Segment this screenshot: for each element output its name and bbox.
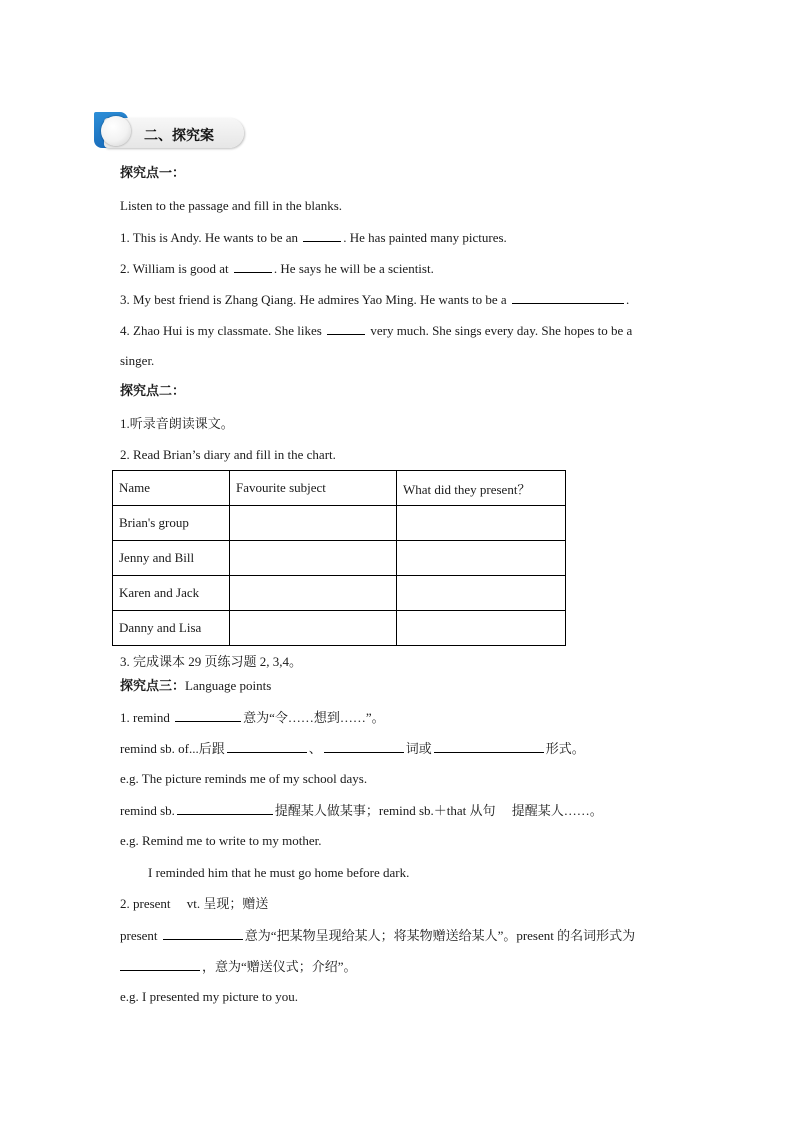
answer-blank[interactable]	[120, 958, 200, 971]
answer-blank[interactable]	[434, 740, 544, 753]
table-row	[113, 576, 566, 611]
section-header-badge	[94, 112, 246, 152]
exercise-item-4-continuation: singer.	[120, 353, 155, 368]
remind-example-2: e.g. Remind me to write to my mother.	[120, 833, 322, 848]
section-title: 二、探究案	[144, 128, 214, 144]
item-text: 4. Zhao Hui is my classmate. She likes	[120, 323, 326, 338]
line-text: ，意为“赠送仪式；介绍”。	[202, 959, 357, 974]
remind-definition-line	[120, 709, 385, 726]
badge-circle-icon	[101, 116, 131, 146]
answer-blank[interactable]	[324, 740, 404, 753]
table-cell-present[interactable]	[397, 576, 566, 611]
table-row	[113, 506, 566, 541]
answer-blank[interactable]	[234, 260, 272, 273]
table-cell-name: Jenny and Bill	[113, 541, 230, 576]
remind-sb-line	[120, 802, 603, 819]
answer-blank[interactable]	[327, 322, 365, 335]
answer-blank[interactable]	[175, 709, 241, 722]
line-text: remind sb.	[120, 803, 175, 818]
answer-blank[interactable]	[227, 740, 307, 753]
exercise-item-4	[120, 322, 632, 339]
table-cell-name: Karen and Jack	[113, 576, 230, 611]
table-header-row	[113, 471, 566, 506]
exercise-item-3	[120, 291, 629, 308]
line-text: present	[120, 928, 161, 943]
item-text: . He says he will be a scientist.	[273, 261, 434, 276]
table-header-cell: Name	[113, 471, 230, 506]
answer-blank[interactable]	[512, 291, 624, 304]
point3-heading: 探究点三：	[120, 679, 186, 694]
point3-heading-line	[120, 678, 271, 695]
present-definition-line	[120, 927, 635, 944]
exercise-item-2	[120, 260, 434, 277]
line-text: 意为“令……想到……”。	[243, 710, 385, 725]
table-cell-subject[interactable]	[230, 611, 397, 646]
table-row	[113, 541, 566, 576]
line-text: 词或	[405, 741, 432, 756]
table-cell-present[interactable]	[397, 506, 566, 541]
remind-example-3: I reminded him that he must go home before dark.	[148, 865, 410, 880]
diary-chart-table	[112, 470, 566, 646]
point1-heading: 探究点一：	[120, 166, 186, 181]
answer-blank[interactable]	[303, 229, 341, 242]
table-row	[113, 611, 566, 646]
remind-of-line	[120, 740, 585, 757]
table-header-cell: Favourite subject	[230, 471, 397, 506]
table-cell-name: Brian's group	[113, 506, 230, 541]
answer-blank[interactable]	[163, 927, 243, 940]
item-text: 2. William is good at	[120, 261, 232, 276]
table-cell-name: Danny and Lisa	[113, 611, 230, 646]
point2-step2: 2. Read Brian’s diary and fill in the chart.	[120, 447, 336, 462]
table-cell-subject[interactable]	[230, 576, 397, 611]
present-heading: 2. present vt. 呈现；赠送	[120, 896, 269, 911]
line-text: 、	[308, 741, 322, 756]
line-text: 1. remind	[120, 710, 174, 725]
item-text: very much. She sings every day. She hopes to be a	[367, 323, 633, 338]
exercise-item-1	[120, 229, 507, 246]
line-text: 提醒某人做某事；remind sb.＋that 从句 提醒某人……。	[274, 803, 603, 818]
answer-blank[interactable]	[177, 802, 273, 815]
present-noun-line	[120, 958, 357, 975]
line-text: remind sb. of...后跟	[120, 741, 225, 756]
table-cell-present[interactable]	[397, 611, 566, 646]
point1-instruction: Listen to the passage and fill in the blanks.	[120, 198, 343, 213]
present-example: e.g. I presented my picture to you.	[120, 989, 298, 1004]
line-text: 意为“把某物呈现给某人；将某物赠送给某人”。present 的名词形式为	[244, 928, 636, 943]
item-text: .	[625, 292, 630, 307]
remind-example-1: e.g. The picture reminds me of my school days.	[120, 771, 368, 786]
point2-heading: 探究点二：	[120, 384, 186, 399]
table-cell-subject[interactable]	[230, 541, 397, 576]
line-text: 形式。	[545, 741, 585, 756]
point3-heading-suffix: Language points	[185, 678, 272, 693]
item-text: . He has painted many pictures.	[343, 230, 507, 245]
table-cell-subject[interactable]	[230, 506, 397, 541]
item-text: 3. My best friend is Zhang Qiang. He admires Yao Ming. He wants to be a	[120, 292, 510, 307]
table-header-cell: What did they present？	[397, 471, 566, 506]
point2-step1: 1.听录音朗读课文。	[120, 416, 234, 431]
table-cell-present[interactable]	[397, 541, 566, 576]
item-text: 1. This is Andy. He wants to be an	[120, 230, 302, 245]
point2-step3: 3. 完成课本 29 页练习题 2, 3,4。	[120, 654, 303, 669]
